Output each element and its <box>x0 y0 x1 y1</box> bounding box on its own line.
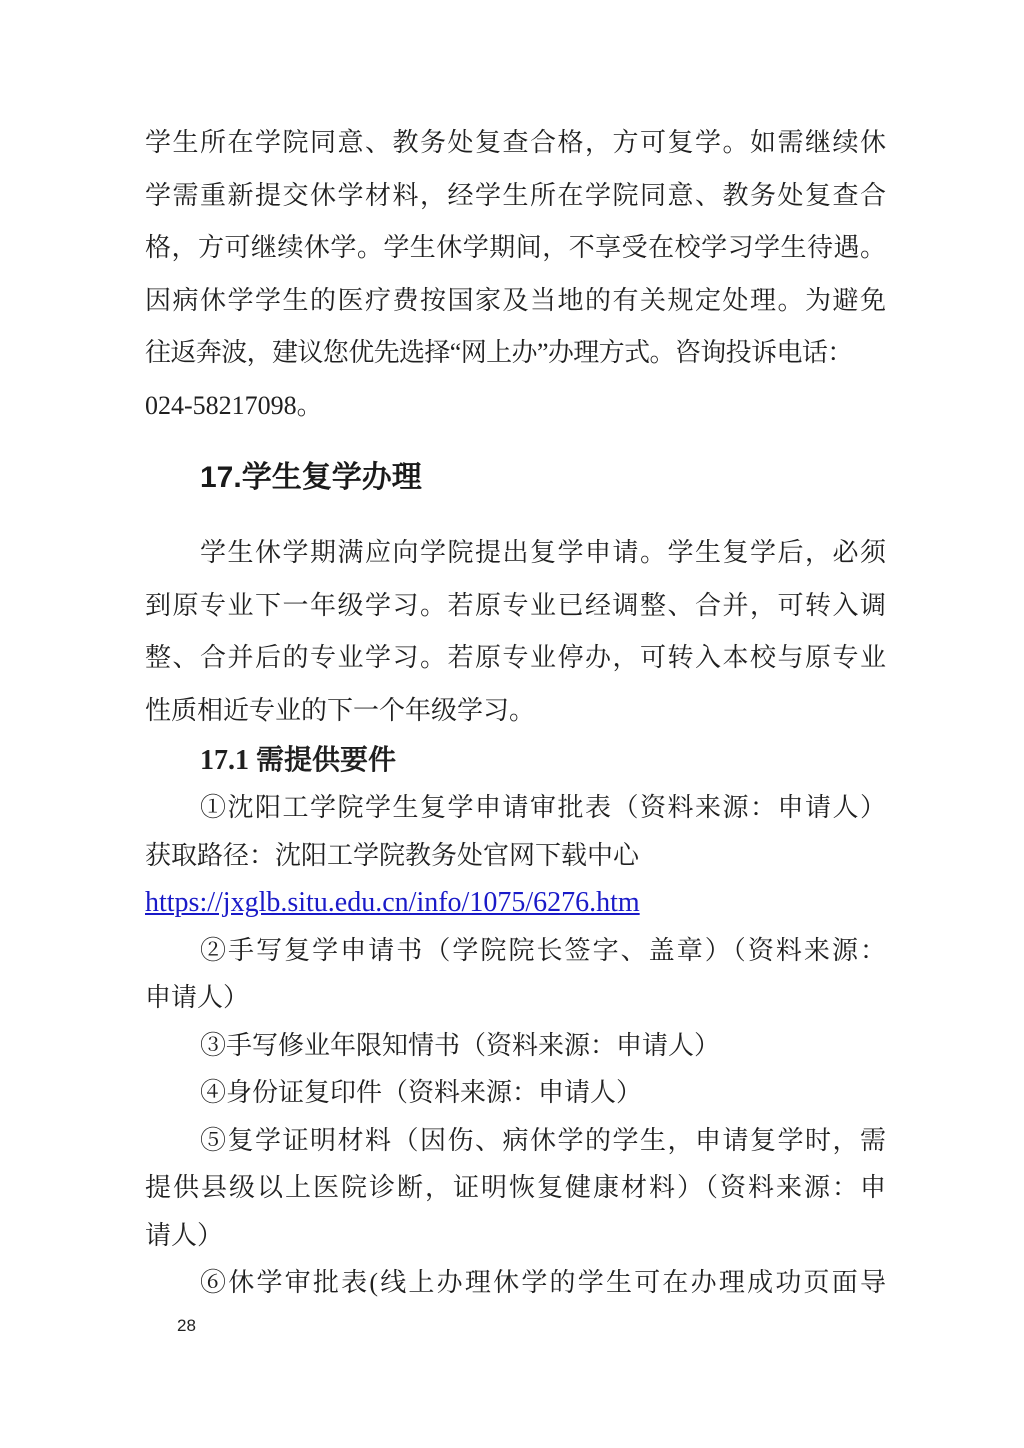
page-number: 28 <box>177 1316 196 1335</box>
list-item-1-path: 获取路径：沈阳工学院教务处官网下载中心 <box>145 840 640 870</box>
list-item-2: ②手写复学申请书（学院院长签字、盖章）（资料来源： <box>200 935 886 965</box>
section-heading: 17.学生复学办理 <box>200 461 422 494</box>
requirements-list <box>145 784 886 1307</box>
paragraph-line: 到原专业下一年级学习。若原专业已经调整、合并，可转入调 <box>145 590 886 620</box>
paragraph-line: 性质相近专业的下一个年级学习。 <box>145 695 536 725</box>
list-item-5: ⑤复学证明材料（因伤、病休学的学生，申请复学时，需 <box>200 1125 886 1155</box>
list-item-1: ①沈阳工学院学生复学申请审批表（资料来源：申请人） <box>200 793 886 822</box>
subsection-heading: 17.1 需提供要件 <box>200 745 397 776</box>
page-body <box>145 117 886 1307</box>
list-item-3: ③手写修业年限知情书（资料来源：申请人） <box>200 1030 721 1060</box>
paragraph-line: 因病休学学生的医疗费按国家及当地的有关规定处理。为避免 <box>145 285 886 315</box>
list-item-5-cont: 请人） <box>145 1220 224 1250</box>
paragraph-line: 格，方可继续休学。学生休学期间，不享受在校学习学生待遇。 <box>145 233 886 262</box>
section-intro <box>145 527 886 737</box>
list-item-6: ⑥休学审批表(线上办理休学的学生可在办理成功页面导 <box>200 1268 886 1297</box>
phone-number-line: 024-58217098。 <box>145 390 323 420</box>
paragraph-line: 整、合并后的专业学习。若原专业停办，可转入本校与原专业 <box>145 643 886 672</box>
download-link[interactable]: https://jxglb.situ.edu.cn/info/1075/6276.htm <box>145 887 640 918</box>
list-item-2-cont: 申请人） <box>145 983 250 1012</box>
paragraph-line: 学需重新提交休学材料，经学生所在学院同意、教务处复查合 <box>145 180 886 210</box>
paragraph-line: 学生休学期满应向学院提出复学申请。学生复学后，必须 <box>200 538 886 567</box>
list-item-4: ④身份证复印件（资料来源：申请人） <box>200 1078 643 1107</box>
paragraph-line: 学生所在学院同意、教务处复查合格，方可复学。如需继续休 <box>145 128 886 157</box>
list-item-5-cont: 提供县级以上医院诊断，证明恢复健康材料）（资料来源：申 <box>145 1173 886 1202</box>
paragraph-line: 往返奔波，建议您优先选择“网上办”办理方式。咨询投诉电话： <box>145 338 853 367</box>
